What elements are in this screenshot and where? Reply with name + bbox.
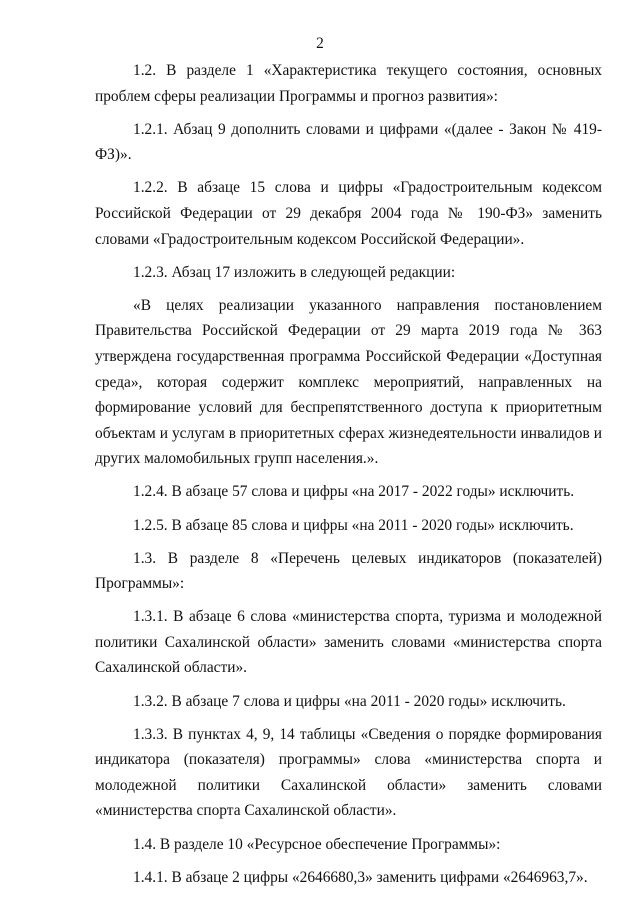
paragraph-1-4-1: 1.4.1. В абзаце 2 цифры «2646680,3» заменить цифрами «2646963,7». (133, 868, 588, 886)
paragraph-quoted-text: «В целях реализации указанного направления постановлением Правительства Российской Федерации от 29 марта 2019 года № 363 утверждена государственная программа Российской Федерации «Доступная среда», которая содержит комплекс мероприятий, направленных на формирование условий для беспрепятственного доступа к приоритетным объектам и услугам в приоритетных сферах жизнедеятельности инвалидов и других маломобильных групп населения.». (95, 296, 602, 468)
paragraph-1-4: 1.4. В разделе 10 «Ресурсное обеспечение Программы»: (133, 835, 501, 853)
paragraph-1-2-5: 1.2.5. В абзаце 85 слова и цифры «на 2011 - 2020 годы» исключить. (133, 516, 574, 534)
paragraph-1-2-1: 1.2.1. Абзац 9 дополнить словами и цифрами «(далее - Закон № 419-ФЗ)». (95, 120, 602, 164)
paragraph-1-3-2: 1.3.2. В абзаце 7 слова и цифры «на 2011 - 2020 годы» исключить. (133, 692, 566, 710)
document-body (95, 58, 602, 898)
paragraph-1-3: 1.3. В разделе 8 «Перечень целевых индикаторов (показателей) Программы»: (95, 549, 602, 593)
paragraph-1-3-3: 1.3.3. В пунктах 4, 9, 14 таблицы «Сведения о порядке формирования индикатора (показателя) программы» слова «министерства спорта и молодежной политики Сахалинской области» заменить словами «министерства спорта Сахалинской области». (95, 725, 602, 820)
page-number: 2 (316, 35, 324, 52)
paragraph-1-2-2: 1.2.2. В абзаце 15 слова и цифры «Градостроительным кодексом Российской Федерации от 29 декабря 2004 года № 190-ФЗ» заменить словами «Градостроительным кодексом Российской Федерации». (95, 179, 602, 248)
paragraph-1-2: 1.2. В разделе 1 «Характеристика текущего состояния, основных проблем сферы реализации Программы и прогноз развития»: (95, 62, 602, 105)
paragraph-1-2-3: 1.2.3. Абзац 17 изложить в следующей редакции: (133, 263, 456, 281)
paragraph-1-3-1: 1.3.1. В абзаце 6 слова «министерства спорта, туризма и молодежной политики Сахалинской области» заменить словами «министерства спорта Сахалинской области». (95, 608, 602, 677)
paragraph-1-2-4: 1.2.4. В абзаце 57 слова и цифры «на 2017 - 2022 годы» исключить. (133, 483, 575, 501)
